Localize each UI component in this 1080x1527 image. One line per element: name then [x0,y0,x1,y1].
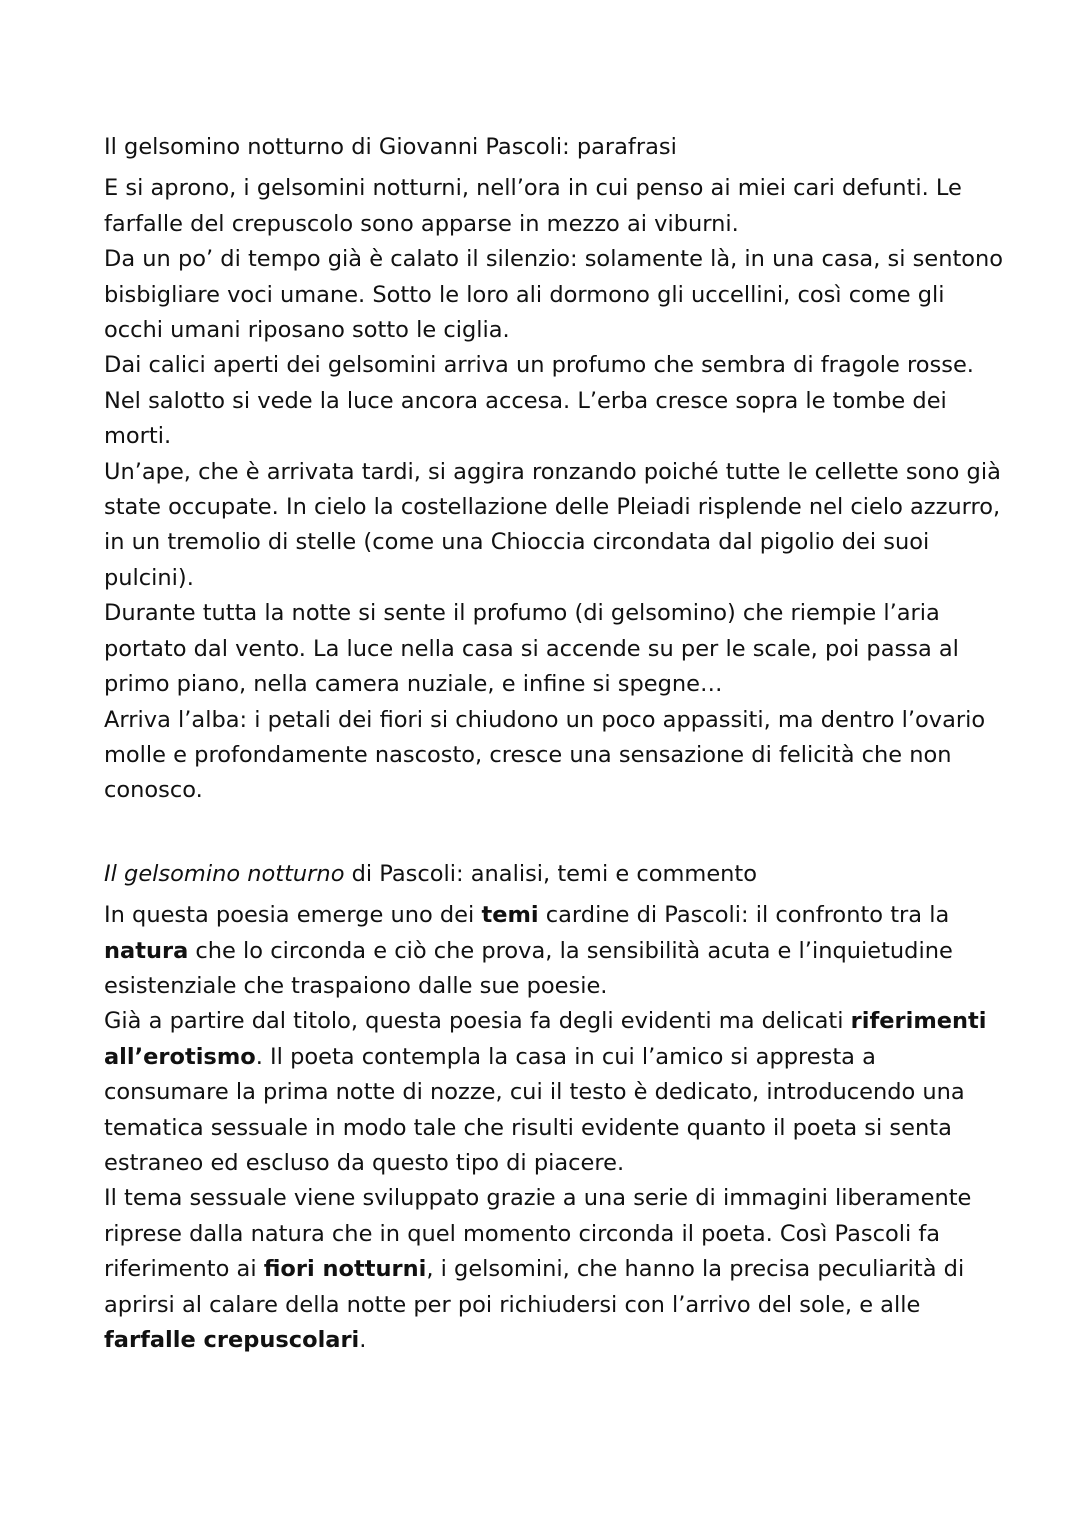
section-spacer [104,809,1004,857]
paragraph-analisi-2 [104,1004,1004,1181]
text-span: In questa poesia emerge uno dei [104,902,482,929]
section-title-parafrasi: Il gelsomino notturno di Giovanni Pascoli: parafrasi [104,134,677,160]
paragraph-parafrasi-5: Durante tutta la notte si sente il profumo (di gelsomino) che riempie l’aria portato dal vento. La luce nella casa si accende su per le scale, poi passa al primo piano, nella camera nuziale, e infine si spegne… [104,600,959,698]
text-span: cardine di Pascoli: il confronto tra la [538,902,950,929]
bold-term-farfalle-crepuscolari: farfalle crepuscolari [104,1327,360,1353]
paragraph-parafrasi-1: E si aprono, i gelsomini notturni, nell’ora in cui penso ai miei cari defunti. Le farfalle del crepuscolo sono apparse in mezzo ai viburni. [104,175,962,237]
paragraph-analisi-1 [104,898,1004,1004]
section-title-analisi-rest: di Pascoli: analisi, temi e commento [344,860,758,887]
section-parafrasi [104,130,1004,809]
paragraph-analisi-3 [104,1181,1004,1358]
text-span: , i gelsomini, che hanno la precisa peculiarità di aprirsi al calare della notte per poi richiudersi con l’arrivo del sole, e alle [104,1256,965,1318]
document-page [104,130,1004,1358]
text-span: Il tema sessuale viene sviluppato grazie a una serie di immagini liberamente riprese dalla natura che in quel momento circonda il poeta. Così Pascoli fa riferimento ai [104,1185,972,1283]
paragraph-parafrasi-6: Arriva l’alba: i petali dei fiori si chiudono un poco appassiti, ma dentro l’ovario molle e profondamente nascosto, cresce una sensazione di felicità che non conosco. [104,706,986,804]
bold-term-riferimenti-erotismo: riferimenti all’erotismo [104,1008,987,1070]
paragraph-parafrasi-2: Da un po’ di tempo già è calato il silenzio: solamente là, in una casa, si sentono bisbigliare voci umane. Sotto le loro ali dormono gli uccellini, così come gli occhi umani riposano sotto le ciglia. [104,246,1004,344]
section-title-analisi [104,857,1004,892]
bold-term-fiori-notturni: fiori notturni [263,1256,427,1283]
section-analisi [104,857,1004,1359]
text-span: Già a partire dal titolo, questa poesia fa degli evidenti ma delicati [104,1008,851,1035]
bold-term-temi: temi [481,902,539,929]
paragraph-parafrasi-4: Un’ape, che è arrivata tardi, si aggira ronzando poiché tutte le cellette sono già state occupate. In cielo la costellazione delle Pleiadi risplende nel cielo azzurro, in un tremolio di stelle (come una Chioccia circondata dal pigolio dei suoi pulcini). [104,458,1001,591]
text-span: . [359,1327,367,1353]
bold-term-natura: natura [104,937,189,964]
text-span: che lo circonda e ciò che prova, la sensibilità acuta e l’inquietudine esistenziale che traspaiono dalle sue poesie. [104,937,953,999]
paragraph-parafrasi-3: Dai calici aperti dei gelsomini arriva un profumo che sembra di fragole rosse. Nel salotto si vede la luce ancora accesa. L’erba cresce sopra le tombe dei morti. [104,352,974,450]
text-span: . Il poeta contempla la casa in cui l’amico si appresta a consumare la prima notte di nozze, cui il testo è dedicato, introducendo una tematica sessuale in modo tale che risulti evidente quanto il poeta si senta estraneo ed escluso da questo tipo di piacere. [104,1043,965,1176]
section-title-analisi-italic: Il gelsomino notturno [104,860,345,887]
